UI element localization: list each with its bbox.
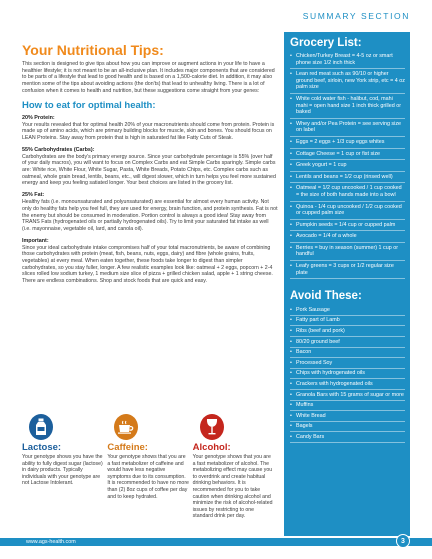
avoid-list	[290, 305, 405, 443]
grocery-item: • Cottage Cheese = 1 cup or fist size	[290, 149, 405, 161]
fat-heading: 25% Fat:	[22, 192, 45, 199]
alcohol-callout	[193, 414, 278, 526]
caffeine-callout	[107, 414, 192, 526]
alcohol-title: Alcohol:	[192, 442, 231, 453]
grocery-item: • Quinoa - 1/4 cup uncooked / 1/2 cup cooked or cupped palm size	[290, 202, 405, 220]
grocery-item: • Lean red meat such as 90/10 or higher ground beef, sirloin, new York strip, etc = 4 oz palm size	[290, 69, 405, 94]
avoid-item: • Candy Bars	[290, 432, 405, 443]
avoid-item: • Fatty part of Lamb	[290, 316, 405, 327]
footer-url[interactable]: www.ags-health.com	[26, 539, 76, 545]
avoid-item: • Ribs (beef and pork)	[290, 326, 405, 337]
avoid-item: • Pork Sausage	[290, 305, 405, 316]
important-heading: Important:	[22, 237, 49, 244]
avoid-item: • White Bread	[290, 411, 405, 422]
protein-heading: 20% Protein:	[22, 114, 55, 121]
wine-glass-icon	[200, 414, 224, 440]
carbs-heading: 55% Carbohydrates (Carbs):	[22, 146, 95, 153]
avoid-item: • 80/20 ground beef	[290, 337, 405, 348]
grocery-item: • Lentils and beans = 1/2 cup (rinsed well)	[290, 172, 405, 184]
grocery-item: • Chicken/Turkey Breast = 4-5 oz or smart phone size 1/2 inch thick	[290, 51, 405, 69]
lactose-title: Lactose:	[22, 442, 62, 453]
grocery-list	[290, 51, 405, 279]
section-label: SUMMARY SECTION	[302, 11, 410, 21]
alcohol-text: Your genotype shows that you are a fast metabolizer of alcohol. The metabolizing effect may cause you to overdrink and create habitual drinking behaviors. It is recommended for you to take caution when drinking alcohol and minimize the risk of alcohol-related issues by restricting to one standard drink per day.	[192, 454, 273, 520]
avoid-title: Avoid These:	[290, 290, 362, 303]
milk-bottle-icon	[29, 414, 53, 440]
avoid-item: • Bacon	[290, 348, 405, 359]
grocery-item: • Avocado = 1/4 of a whole	[290, 231, 405, 243]
page-number: 3	[396, 534, 410, 548]
intro-text: This section is designed to give tips about how you can improve or augment actions in your life to have a healthier lifestyle; it is not meant to be an all-inclusive plan. It includes major components that are considered to be parts of a lifestyle that lead to good health and is based on a 1,500-calorie diet. In addition, it may also mention some of the tips about avoiding actions (the don'ts) that lead to unhealthy living. There is a lot of confusion when it comes to health and nutrition, but these suggestions come straight from your genes:	[22, 61, 275, 94]
nutrition-tips-main	[22, 42, 278, 290]
important-text: Since your ideal carbohydrate intake compromises half of your total macronutrients, be aware of combining those carbohydrates with protein (meat, fish, beans, nuts, eggs, dairy) and fibre (whole grains, fruits, vegetables) at every meal. When eaten together, these foods take longer to digest than simpler carbohydrates, so you stay fuller, longer. A few realistic examples look like: oatmeal + 2 eggs, popcorn + 2-4 slices rolled low sodium turkey, 1 medium size slice of pizza + grilled chicken salad, apple + 1 string cheese. There are endless combinations. Shop and stock foods that are quick and easy.	[22, 244, 273, 285]
fat-text: Healthy fats (i.e. monounsaturated and polyunsaturated) are essential for almost every human activity. Not only do healthy fats help you feel full, they are used for energy, brain function, and protein synthesis. Fat is not the enemy but should be consumed in moderation. Portion control is always a good idea! Stay away from TRANS Fats (hydrogenated oils or partially hydrogenated oils). Try to limit your saturated fat intake as well (i.e. mayonnaise, vegetable oil, lard, and canola oil).	[22, 199, 278, 232]
grocery-list-title: Grocery List:	[290, 37, 362, 49]
caffeine-text: Your genotype shows that you are a fast metabolizer of caffeine and would have less negative symptoms due to its consumption. It is recommended to have no more than (2) 8oz cups of coffee per day and to keep hydrated.	[107, 454, 189, 500]
lactose-callout	[22, 414, 107, 526]
coffee-cup-icon	[114, 414, 138, 440]
grocery-item: • Berries = buy in season (summer) 1 cup or handful	[290, 243, 405, 261]
grocery-item: • White cold water fish - halibut, cod, mahi mahi = open hand size 1 inch thick grilled or baked	[290, 94, 405, 119]
genotype-callouts	[22, 414, 278, 526]
caffeine-title: Caffeine:	[107, 442, 148, 453]
grocery-item: • Eggs = 2 eggs + 1/3 cup eggs whites	[290, 137, 405, 149]
avoid-item: • Crackers with hydrogenated oils	[290, 379, 405, 390]
avoid-item: • Bagels	[290, 422, 405, 433]
avoid-item: • Chips with hydrogenated oils	[290, 369, 405, 380]
summary-sidebar	[284, 32, 410, 536]
grocery-item: • Greek yogurt = 1 cup	[290, 160, 405, 172]
protein-text: Your results revealed that for optimal health 20% of your macronutrients should come from protein. Protein is made up of amino acids, which are primary building blocks for muscle, skin and bones. You should focus on LEAN Proteins. Stay away from protein that is high in saturated fat like Fatty Cuts of Steak.	[22, 121, 275, 141]
avoid-item: • Muffins	[290, 401, 405, 412]
carbs-text: Carbohydrates are the body's primary energy source. Since your carbohydrate percentage is 55% (over half of your daily macros), you will want to focus on Complex Carbs and eat Simple Carbs sparingly. Simple carbs are: White rice, White Flour, White Sugar, Pasta, White Breads, Potato Chips, etc. Complex carbs such as oatmeal, whole grain bread, lentils, beans, etc., will digest slower, which in turn helps you feel more sustained energy and keep you feeling satiated longer. Your best choices are listed in the grocery list.	[22, 153, 276, 187]
page-title: Your Nutritional Tips:	[22, 42, 164, 58]
grocery-item: • Leafy greens = 3 cups or 1/2 regular size plate	[290, 261, 405, 279]
avoid-item: • Granola Bars with 15 grams of sugar or more	[290, 390, 405, 401]
grocery-item: • Pumpkin seeds = 1/4 cup or cupped palm	[290, 220, 405, 232]
grocery-item: • Oatmeal = 1/2 cup uncooked / 1 cup cooked = the size of both hands made into a bowl	[290, 183, 405, 201]
avoid-item: • Processed Soy	[290, 358, 405, 369]
lactose-text: Your genotype shows you have the ability to fully digest sugar (lactose) in dairy products. Typically individuals with your genotype are not Lactose Intolerant.	[22, 454, 103, 487]
section-subtitle: How to eat for optimal health:	[22, 99, 156, 111]
grocery-item: • Whey and/or Pea Protein = see serving size on label	[290, 119, 405, 137]
